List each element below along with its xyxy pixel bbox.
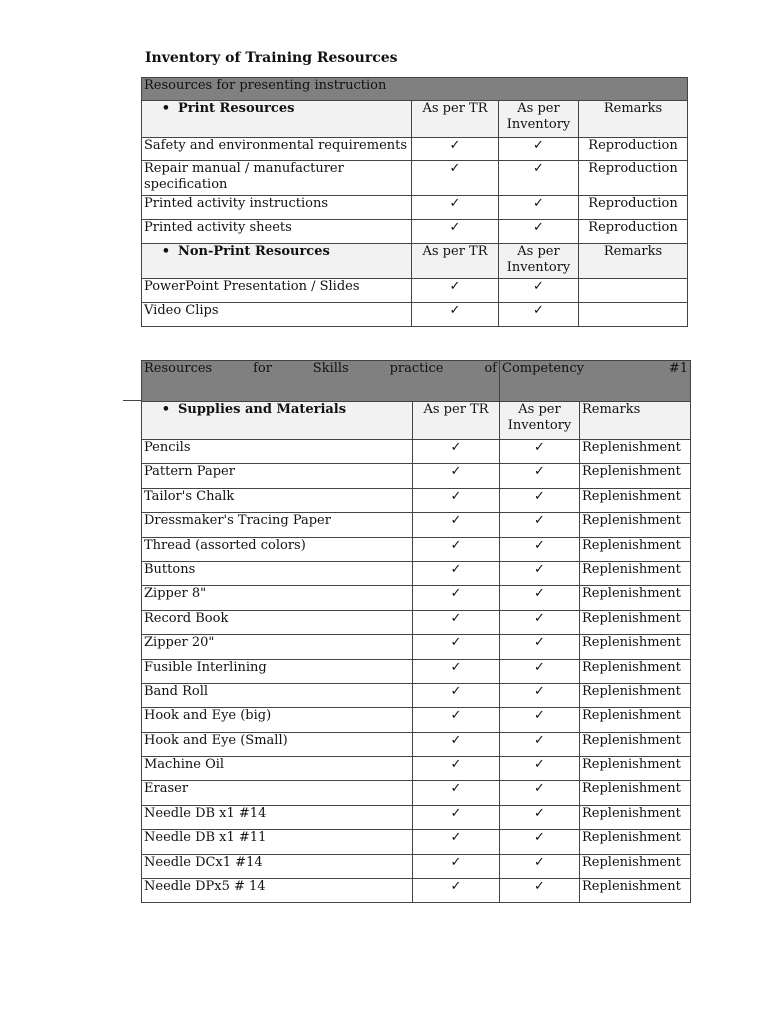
tr-check-icon: ✓ [413, 610, 500, 634]
remarks-cell: Replenishment [580, 440, 691, 464]
item-cell: Dressmaker's Tracing Paper [142, 513, 413, 537]
section-label: Supplies and Materials [178, 402, 347, 417]
table-row [142, 440, 691, 464]
item-cell: Printed activity sheets [142, 220, 412, 244]
remarks-cell [579, 279, 688, 303]
remarks-cell: Replenishment [580, 830, 691, 854]
tr-check-icon: ✓ [413, 659, 500, 683]
inventory-check-icon: ✓ [500, 879, 580, 903]
inventory-check-icon: ✓ [500, 830, 580, 854]
inventory-check-icon: ✓ [500, 854, 580, 878]
inventory-check-icon: ✓ [500, 561, 580, 585]
item-cell: Needle DB x1 #11 [142, 830, 413, 854]
table-row [142, 757, 691, 781]
tr-check-icon: ✓ [413, 683, 500, 707]
remarks-cell: Replenishment [580, 561, 691, 585]
remarks-cell: Replenishment [580, 610, 691, 634]
item-cell: Zipper 8" [142, 586, 413, 610]
section-header-row [142, 244, 688, 279]
table-row [142, 561, 691, 585]
remarks-cell: Replenishment [580, 805, 691, 829]
tr-check-icon: ✓ [413, 732, 500, 756]
inventory-check-icon: ✓ [500, 464, 580, 488]
tr-check-icon: ✓ [413, 830, 500, 854]
tr-check-icon: ✓ [412, 220, 499, 244]
table-row [142, 805, 691, 829]
nonprint-rows [142, 279, 688, 327]
inventory-check-icon: ✓ [500, 757, 580, 781]
item-cell: Eraser [142, 781, 413, 805]
inventory-check-icon: ✓ [500, 440, 580, 464]
supplies-rows [142, 440, 691, 903]
tr-check-icon: ✓ [413, 488, 500, 512]
table-row [142, 138, 688, 161]
table-row [142, 708, 691, 732]
item-cell: PowerPoint Presentation / Slides [142, 279, 412, 303]
inventory-check-icon: ✓ [499, 220, 579, 244]
col-tr-header: As per TR [413, 402, 500, 440]
remarks-cell: Replenishment [580, 659, 691, 683]
tr-check-icon: ✓ [412, 303, 499, 327]
col-remarks-header: Remarks [580, 402, 691, 440]
table-row [142, 879, 691, 903]
table-row [142, 464, 691, 488]
item-cell: Needle DB x1 #14 [142, 805, 413, 829]
item-cell: Record Book [142, 610, 413, 634]
inventory-check-icon: ✓ [499, 196, 579, 220]
tr-check-icon: ✓ [413, 757, 500, 781]
tr-check-icon: ✓ [412, 196, 499, 220]
tr-check-icon: ✓ [413, 561, 500, 585]
tr-check-icon: ✓ [413, 708, 500, 732]
remarks-cell: Reproduction [579, 161, 688, 196]
tr-check-icon: ✓ [413, 879, 500, 903]
remarks-cell: Replenishment [580, 879, 691, 903]
item-cell: Hook and Eye (big) [142, 708, 413, 732]
table-row [142, 488, 691, 512]
section-label: Print Resources [178, 101, 295, 116]
remarks-cell [579, 303, 688, 327]
table-header-row [142, 361, 691, 402]
section-header-row [142, 101, 688, 138]
remarks-cell: Replenishment [580, 683, 691, 707]
inventory-check-icon: ✓ [500, 635, 580, 659]
tr-check-icon: ✓ [413, 854, 500, 878]
table-row [142, 732, 691, 756]
inventory-check-icon: ✓ [500, 708, 580, 732]
section-label: Non-Print Resources [178, 244, 330, 259]
col-remarks-header: Remarks [579, 101, 688, 138]
section-label-cell [142, 402, 413, 440]
table-row [142, 854, 691, 878]
tr-check-icon: ✓ [413, 635, 500, 659]
remarks-cell: Replenishment [580, 708, 691, 732]
remarks-cell: Replenishment [580, 781, 691, 805]
inventory-check-icon: ✓ [499, 279, 579, 303]
item-cell: Machine Oil [142, 757, 413, 781]
table-row [142, 635, 691, 659]
item-cell: Band Roll [142, 683, 413, 707]
table-row [142, 513, 691, 537]
item-cell: Safety and environmental requirements [142, 138, 412, 161]
tr-check-icon: ✓ [412, 138, 499, 161]
remarks-cell: Replenishment [580, 464, 691, 488]
tr-check-icon: ✓ [413, 513, 500, 537]
page-title: Inventory of Training Resources [145, 50, 398, 66]
table-header-row [142, 78, 688, 101]
remarks-cell: Reproduction [579, 220, 688, 244]
table-header-left: Resources for Skills practice of [142, 361, 500, 402]
item-cell: Zipper 20" [142, 635, 413, 659]
table-row [142, 196, 688, 220]
table-row [142, 586, 691, 610]
remarks-cell: Replenishment [580, 513, 691, 537]
table-row [142, 659, 691, 683]
bullet-icon: • [161, 402, 170, 417]
inventory-check-icon: ✓ [500, 610, 580, 634]
inventory-check-icon: ✓ [499, 138, 579, 161]
inventory-check-icon: ✓ [500, 805, 580, 829]
col-inventory-header: As per Inventory [499, 101, 579, 138]
item-cell: Repair manual / manufacturer specification [142, 161, 412, 196]
remarks-cell: Replenishment [580, 635, 691, 659]
remarks-cell: Reproduction [579, 138, 688, 161]
table-row [142, 683, 691, 707]
inventory-check-icon: ✓ [500, 586, 580, 610]
inventory-check-icon: ✓ [499, 303, 579, 327]
inventory-check-icon: ✓ [500, 537, 580, 561]
print-rows [142, 138, 688, 244]
col-inventory-header: As per Inventory [499, 244, 579, 279]
table-row [142, 303, 688, 327]
bullet-icon: • [161, 101, 170, 116]
tr-check-icon: ✓ [413, 464, 500, 488]
remarks-cell: Replenishment [580, 488, 691, 512]
item-cell: Pattern Paper [142, 464, 413, 488]
section-header-row [142, 402, 691, 440]
table-row [142, 279, 688, 303]
remarks-cell: Replenishment [580, 757, 691, 781]
table-row [142, 220, 688, 244]
tr-check-icon: ✓ [413, 440, 500, 464]
presenting-instruction-table [141, 77, 688, 327]
remarks-cell: Replenishment [580, 586, 691, 610]
tr-check-icon: ✓ [413, 781, 500, 805]
col-tr-header: As per TR [412, 244, 499, 279]
inventory-check-icon: ✓ [500, 659, 580, 683]
item-cell: Fusible Interlining [142, 659, 413, 683]
table-header-right: Competency #1 [500, 361, 691, 402]
inventory-check-icon: ✓ [500, 683, 580, 707]
inventory-check-icon: ✓ [500, 488, 580, 512]
item-cell: Buttons [142, 561, 413, 585]
table-row [142, 781, 691, 805]
item-cell: Pencils [142, 440, 413, 464]
col-tr-header: As per TR [412, 101, 499, 138]
remarks-cell: Replenishment [580, 537, 691, 561]
remarks-cell: Replenishment [580, 854, 691, 878]
table-header: Resources for presenting instruction [142, 78, 688, 101]
table-row [142, 537, 691, 561]
table-row [142, 161, 688, 196]
tr-check-icon: ✓ [413, 586, 500, 610]
table-row [142, 610, 691, 634]
tr-check-icon: ✓ [413, 805, 500, 829]
skills-practice-table [141, 360, 691, 903]
inventory-check-icon: ✓ [499, 161, 579, 196]
remarks-cell: Reproduction [579, 196, 688, 220]
inventory-check-icon: ✓ [500, 513, 580, 537]
item-cell: Printed activity instructions [142, 196, 412, 220]
item-cell: Needle DCx1 #14 [142, 854, 413, 878]
margin-line [123, 400, 141, 401]
inventory-check-icon: ✓ [500, 732, 580, 756]
item-cell: Thread (assorted colors) [142, 537, 413, 561]
item-cell: Tailor's Chalk [142, 488, 413, 512]
item-cell: Needle DPx5 # 14 [142, 879, 413, 903]
section-label-cell [142, 101, 412, 138]
remarks-cell: Replenishment [580, 732, 691, 756]
col-inventory-header: As per Inventory [500, 402, 580, 440]
bullet-icon: • [161, 244, 170, 259]
col-remarks-header: Remarks [579, 244, 688, 279]
tr-check-icon: ✓ [413, 537, 500, 561]
item-cell: Video Clips [142, 303, 412, 327]
table-row [142, 830, 691, 854]
tr-check-icon: ✓ [412, 279, 499, 303]
inventory-check-icon: ✓ [500, 781, 580, 805]
section-label-cell [142, 244, 412, 279]
tr-check-icon: ✓ [412, 161, 499, 196]
item-cell: Hook and Eye (Small) [142, 732, 413, 756]
